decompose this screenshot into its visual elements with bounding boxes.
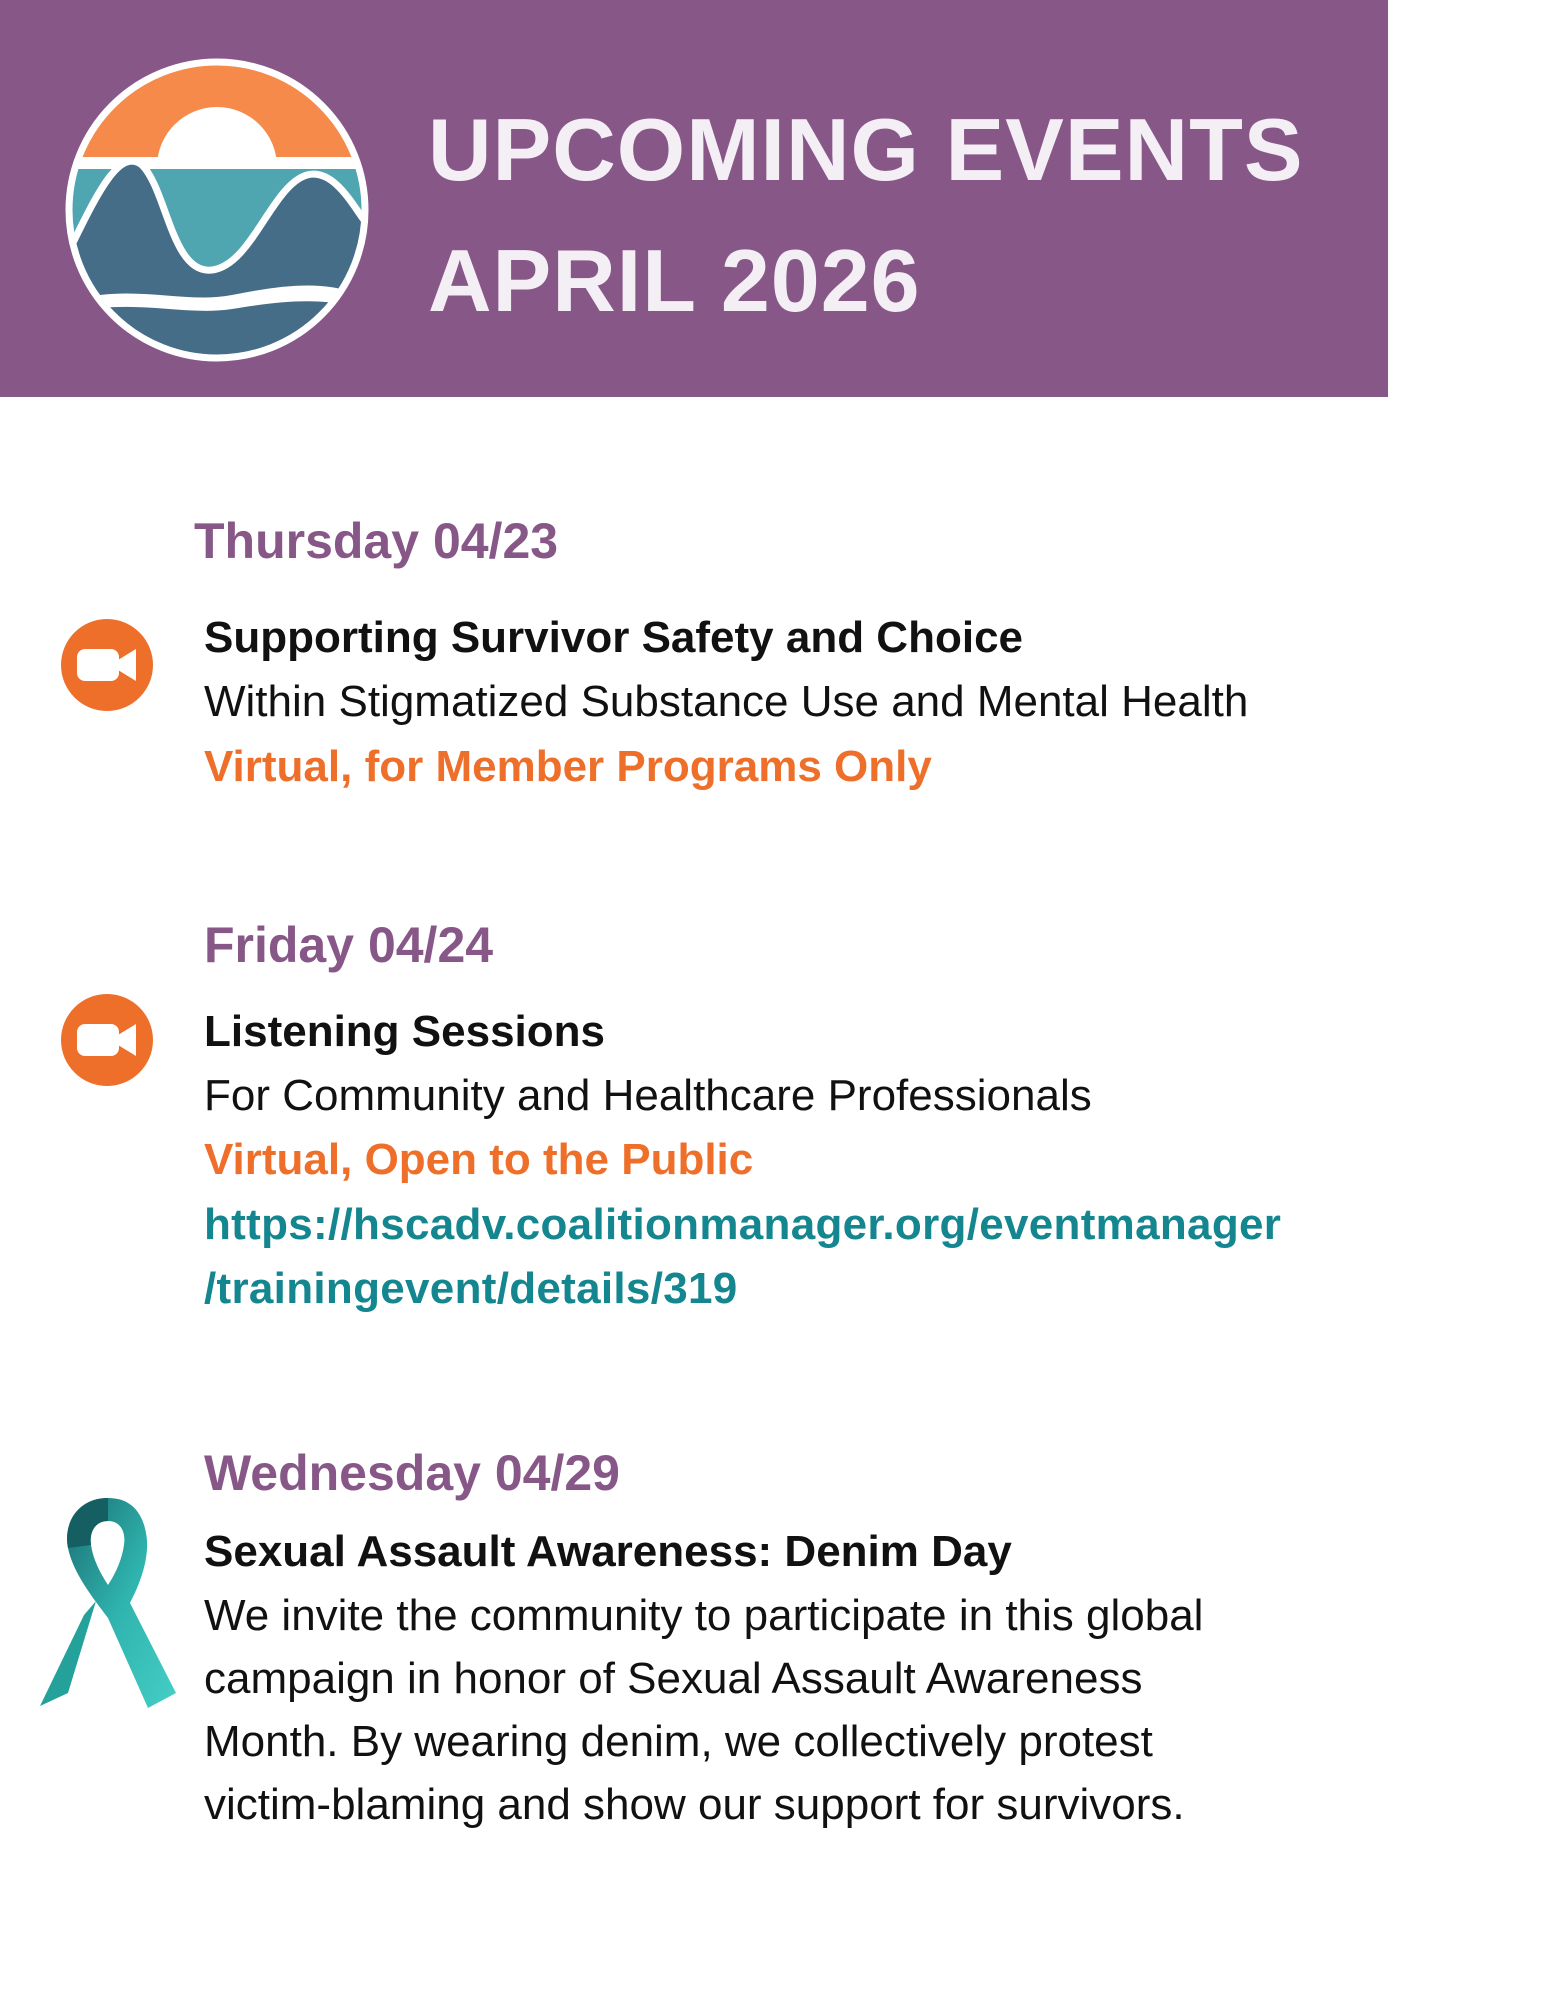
event-description-line: We invite the community to participate in this global bbox=[204, 1591, 1204, 1640]
registration-link-line2[interactable]: /trainingevent/details/319 bbox=[204, 1264, 738, 1313]
header-banner bbox=[0, 0, 1388, 397]
registration-link-line1[interactable]: https://hscadv.coalitionmanager.org/eventmanager bbox=[204, 1200, 1282, 1249]
event-date: Friday 04/24 bbox=[204, 917, 494, 973]
video-camera-icon bbox=[60, 993, 154, 1087]
event-format: Virtual, Open to the Public bbox=[204, 1135, 754, 1184]
page-title-line2: APRIL 2026 bbox=[428, 231, 921, 330]
event-description-line: Month. By wearing denim, we collectively protest bbox=[204, 1717, 1153, 1766]
sun-over-mountains-logo-icon bbox=[62, 55, 372, 365]
event-title: Supporting Survivor Safety and Choice bbox=[204, 613, 1024, 662]
event-description-line: victim-blaming and show our support for survivors. bbox=[204, 1780, 1185, 1829]
teal-ribbon-icon bbox=[38, 1493, 178, 1713]
event-title: Sexual Assault Awareness: Denim Day bbox=[204, 1527, 1012, 1576]
event-subtitle: Within Stigmatized Substance Use and Mental Health bbox=[204, 677, 1249, 726]
page-title-line1: UPCOMING EVENTS bbox=[428, 100, 1304, 199]
event-date: Thursday 04/23 bbox=[194, 513, 559, 569]
event-format: Virtual, for Member Programs Only bbox=[204, 742, 932, 791]
event-subtitle: For Community and Healthcare Professionals bbox=[204, 1071, 1092, 1120]
video-camera-icon bbox=[60, 618, 154, 712]
event-description-line: campaign in honor of Sexual Assault Awareness bbox=[204, 1654, 1143, 1703]
event-title: Listening Sessions bbox=[204, 1007, 605, 1056]
event-date: Wednesday 04/29 bbox=[204, 1445, 620, 1501]
